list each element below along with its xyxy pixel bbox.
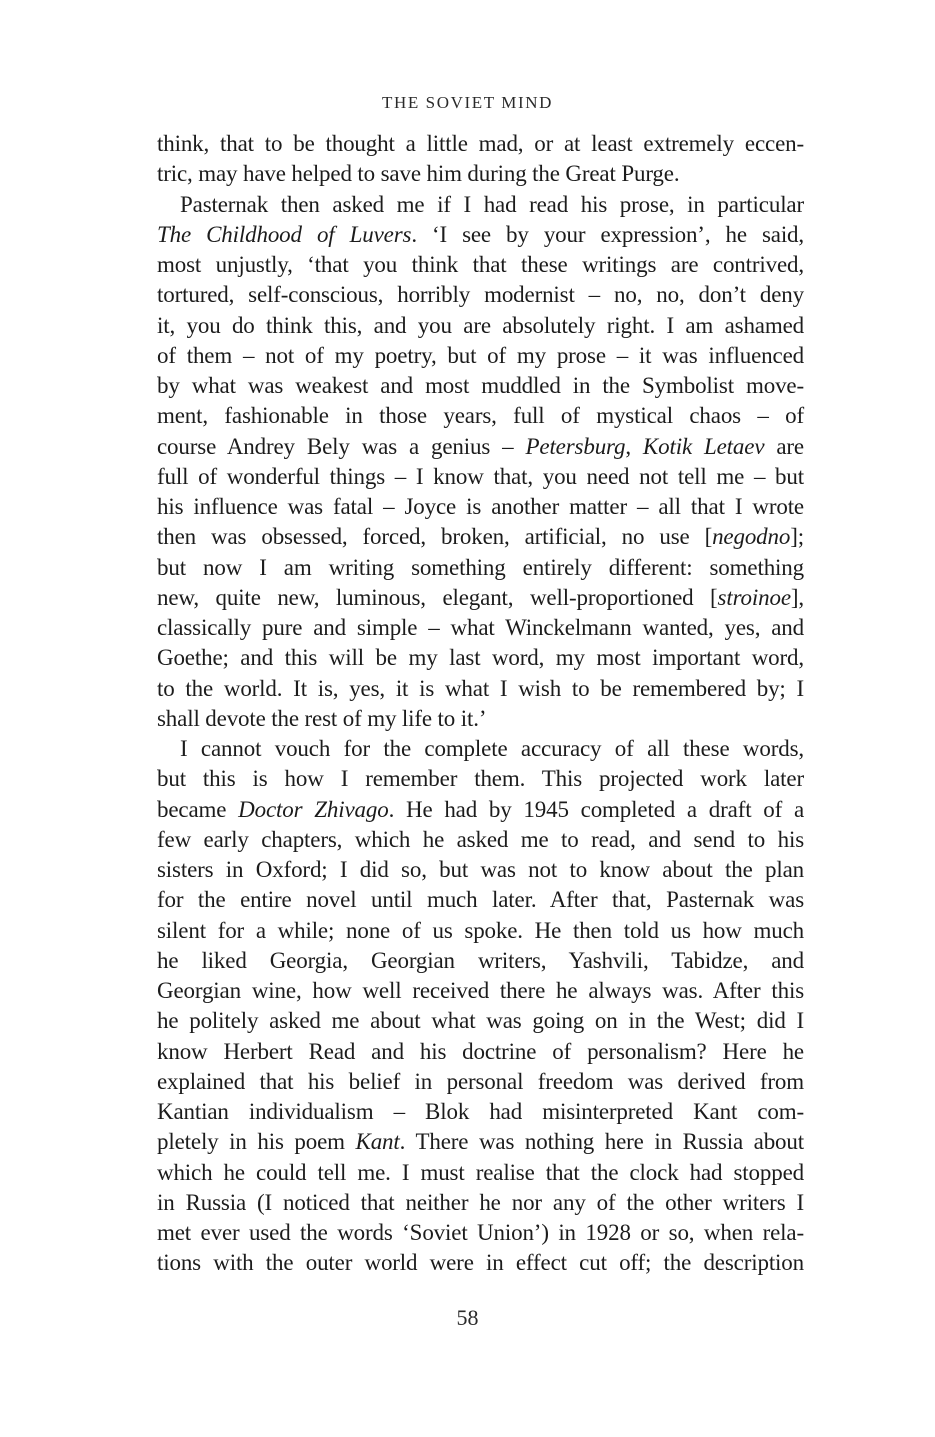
text-segment: classically pure and simple – what Winckelmann wanted, yes, and [157,615,804,640]
text-line [157,795,804,825]
text-line [157,583,804,613]
text-line [157,311,804,341]
text-segment: then was obsessed, forced, broken, artificial, no use [ [157,524,713,550]
text-line [157,613,804,643]
text-line [157,976,804,1006]
text-segment: . There was nothing here in Russia about [399,1129,804,1155]
text-line [157,401,804,431]
text-segment: , [625,433,643,459]
text-segment: . ‘I see by your expression’, he said, [411,221,805,247]
text-line [157,946,804,976]
text-segment: ]; [790,524,804,550]
text-line [157,220,804,250]
text-segment: in Russia (I noticed that neither he nor any of the other writers I [157,1189,804,1215]
text-line [157,341,804,371]
text-segment: pletely in his poem [157,1129,356,1155]
text-line [157,250,804,280]
text-segment: it, you do think this, and you are absolutely right. I am ashamed [157,312,804,338]
italic-title: stroinoe [717,584,791,610]
text-segment: ment, fashionable in those years, full of mystical chaos – of [157,403,804,429]
italic-title: Kant [355,1129,400,1155]
text-line [157,643,804,673]
text-segment: but this is how I remember them. This projected work later [157,766,804,792]
text-segment: silent for a while; none of us spoke. He then told us how much [157,917,804,943]
text-line [157,522,804,552]
text-segment: explained that his belief in personal freedom was derived from [157,1068,804,1094]
text-line [157,462,804,492]
italic-title: Doctor Zhivago [238,796,389,822]
text-segment: most unjustly, ‘that you think that these writings are contrived, [157,252,804,277]
text-segment: by what was weakest and most muddled in the Symbolist move- [157,373,804,398]
text-segment: Pasternak then asked me if I had read his prose, in particular [180,191,804,217]
text-segment: met ever used the words ‘Soviet Union’) in 1928 or so, when rela- [157,1220,804,1245]
text-line [157,1188,804,1218]
text-line [157,371,804,401]
text-line [157,704,804,734]
text-line [157,553,804,583]
text-segment: think, that to be thought a little mad, or at least extremely eccen- [157,131,804,156]
text-line [157,492,804,522]
text-segment: he liked Georgia, Georgian writers, Yashvili, Tabidze, and [157,947,804,973]
italic-title: negodno [712,524,791,550]
text-line [157,1067,804,1097]
text-segment: I cannot vouch for the complete accuracy of all these words, [180,736,804,761]
text-line [157,1127,804,1157]
text-line [157,674,804,704]
text-segment: tions with the outer world were in effect cut off; the description [157,1250,804,1276]
text-segment: became [157,796,239,822]
text-segment: tortured, self-conscious, horribly modernist – no, no, don’t deny [157,282,804,308]
text-line [157,885,804,915]
text-line [157,129,804,159]
text-segment: few early chapters, which he asked me to read, and send to his [157,826,804,852]
italic-title: Kotik Letaev [642,433,765,459]
text-segment: Goethe; and this will be my last word, my most important word, [157,645,804,671]
text-line [157,855,804,885]
text-segment: tric, may have helped to save him during the Great Purge. [157,161,680,187]
page-number: 58 [456,1305,479,1330]
text-segment: his influence was fatal – Joyce is another matter – all that I wrote [157,494,804,519]
text-line [157,280,804,310]
text-segment: of them – not of my poetry, but of my prose – it was influenced [157,342,804,368]
text-segment: full of wonderful things – I know that, you need not tell me – but [157,463,804,489]
text-line [157,432,804,462]
text-segment: ], [790,584,804,610]
text-line [157,190,804,220]
text-line [157,764,804,794]
text-segment: . He had by 1945 completed a draft of a [388,796,805,822]
text-segment: sisters in Oxford; I did so, but was not to know about the plan [157,857,804,882]
text-line [157,1006,804,1036]
text-line [157,1248,804,1278]
text-segment: Georgian wine, how well received there he always was. After this [157,978,804,1003]
text-segment: which he could tell me. I must realise that the clock had stopped [157,1159,804,1185]
running-head: THE SOVIET MIND [381,93,553,112]
italic-title: The Childhood of Luvers [157,221,412,247]
text-line [157,1218,804,1248]
text-segment: course Andrey Bely was a genius – [157,433,526,459]
text-segment: Kantian individualism – Blok had misinterpreted Kant com- [157,1099,804,1124]
text-segment: to the world. It is, yes, it is what I wish to be remembered by; I [157,675,804,701]
text-segment: are [764,433,804,459]
text-line [157,916,804,946]
body-text [157,129,804,1279]
text-line [157,734,804,764]
italic-title: Petersburg [525,433,626,459]
text-segment: for the entire novel until much later. After that, Pasternak was [157,887,804,913]
text-segment: but now I am writing something entirely different: something [157,554,804,580]
text-line [157,1097,804,1127]
text-line [157,159,804,189]
text-line [157,1037,804,1067]
text-line [157,1158,804,1188]
text-segment: he politely asked me about what was going on in the West; did I [157,1008,804,1034]
text-segment: know Herbert Read and his doctrine of personalism? Here he [157,1038,804,1064]
text-segment: new, quite new, luminous, elegant, well-proportioned [ [157,584,718,610]
text-line [157,825,804,855]
text-segment: shall devote the rest of my life to it.’ [157,705,487,731]
